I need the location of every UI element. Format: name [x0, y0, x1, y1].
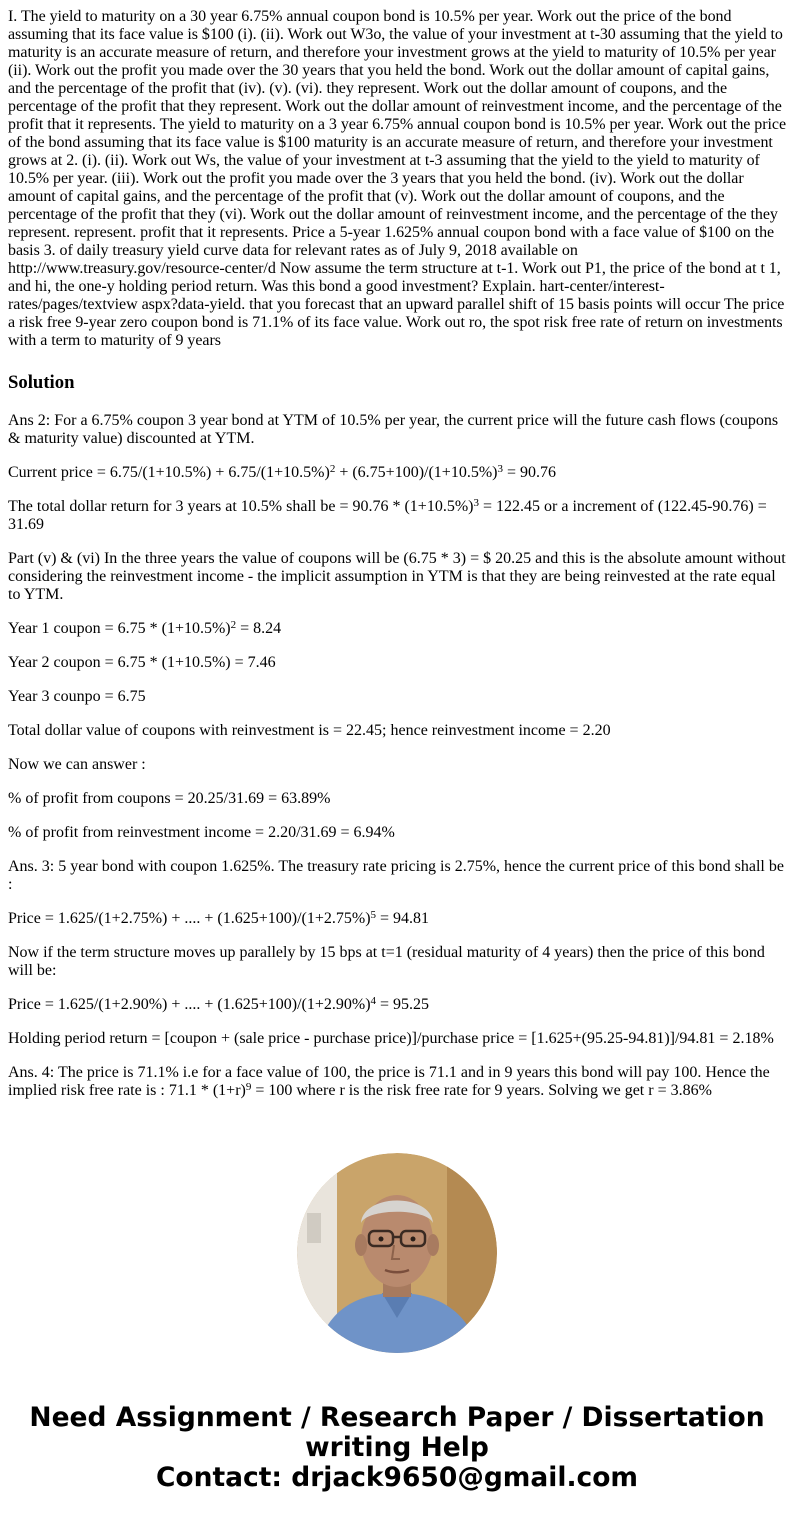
exponent: 2	[329, 463, 336, 475]
current-price-formula	[8, 464, 787, 482]
formula-text: = 90.76	[502, 464, 556, 481]
formula-text: Current price = 6.75/(1+10.5%) + 6.75/(1+10.5%)	[8, 464, 330, 481]
promo-line-2: writing Help	[305, 1432, 489, 1463]
exponent: 5	[370, 909, 377, 921]
formula-text: = 8.24	[236, 620, 282, 637]
term-shift-text: Now if the term structure moves up parallely by 15 bps at t=1 (residual maturity of 4 years) then the price of this bond will be:	[8, 944, 765, 979]
exponent: 2	[230, 619, 237, 631]
solution-heading: Solution	[8, 372, 75, 393]
formula-text: The total dollar return for 3 years at 10.5% shall be = 90.76 * (1+10.5%)	[8, 498, 474, 515]
promo-contact: Contact: drjack9650@gmail.com	[155, 1462, 639, 1493]
price-5yr-formula	[8, 910, 787, 928]
ans4-text	[8, 1064, 787, 1100]
price-4yr-formula	[8, 996, 787, 1014]
question-text: I. The yield to maturity on a 30 year 6.75% annual coupon bond is 10.5% per year. Work out the price of the bond assuming that its face value is $100 (i). (ii). Work out W3o, the value of your investment at t-30 assuming that the yield to maturity is an accurate measure of return, and therefore your investment grows at the yield to maturity of 10.5% per year (ii). Work out the profit you made over the 30 years that you held the bond. Work out the dollar amount of capital gains, and the percentage of the profit that (iv). (v). (vi). they represent. Work out the dollar amount of coupons, and the percentage of the profit that they represent. Work out the dollar amount of reinvestment income, and the percentage of the profit that it represents. The yield to maturity on a 3 year 6.75% annual coupon bond is 10.5% per year. Work out the price of the bond assuming that its face value is $100 maturity is an accurate measure of return, and therefore your investment grows at 2. (i). (ii). Work out Ws, the value of your investment at t-3 assuming that the yield to the yield to maturity of 10.5% per year. (iii). Work out the profit you made over the 3 years that you held the bond. (iv). Work out the dollar amount of capital gains, and the percentage of the profit that (v). Work out the dollar amount of coupons, and the percentage of the profit that they (vi). Work out the dollar amount of reinvestment income, and the percentage of the they represent. represent. profit that it represents. Price a 5-year 1.625% annual coupon bond with a face value of $100 on the basis 3. of daily treasury yield curve data for relevant rates as of July 9, 2018 available on http://www.treasury.gov/resource-center/d Now assume the term structure at t-1. Work out P1, the price of the bond at t 1, and hi, the one-y holding period return. Was this bond a good investment? Explain. hart-center/interest-rates/pages/textview aspx?data-yield. that you forecast that an upward parallel shift of 15 basis points will occur The price a risk free 9-year zero coupon bond is 71.1% of its face value. Work out ro, the spot risk free rate of return on investments with a term to maturity of 9 years	[8, 8, 786, 349]
formula-text: = 95.25	[376, 996, 430, 1013]
document-page	[8, 8, 787, 1116]
part-v-vi-text: Part (v) & (vi) In the three years the value of coupons will be (6.75 * 3) = $ 20.25 and this is the absolute amount without considering the reinvestment income - the implicit assumption in YTM is that they are being reinvested at the rate equal to YTM.	[8, 550, 786, 603]
formula-text: Year 1 coupon = 6.75 * (1+10.5%)	[8, 620, 231, 637]
exponent: 9	[245, 1081, 252, 1093]
promo-banner	[0, 1403, 794, 1493]
pct-coupons: % of profit from coupons = 20.25/31.69 = 63.89%	[8, 790, 331, 807]
tutor-photo-icon	[297, 1153, 497, 1353]
total-coupons: Total dollar value of coupons with reinvestment is = 22.45; hence reinvestment income = 2.20	[8, 722, 611, 739]
formula-text: = 94.81	[376, 910, 430, 927]
holding-period-return: Holding period return = [coupon + (sale price - purchase price)]/purchase price = [1.625+(95.25-94.81)]/94.81 = 2.18%	[8, 1030, 774, 1047]
ans2-intro: Ans 2: For a 6.75% coupon 3 year bond at YTM of 10.5% per year, the current price will the future cash flows (coupons & maturity value) discounted at YTM.	[8, 412, 779, 447]
formula-text: Ans. 4: The price is 71.1% i.e for a face value of 100, the price is 71.1 and in 9 years this bond will pay 100. Hence the implied risk free rate is : 71.1 * (1+r)	[8, 1064, 770, 1099]
now-answer: Now we can answer :	[8, 756, 146, 773]
year3-coupon: Year 3 counpo = 6.75	[8, 688, 146, 705]
exponent: 3	[473, 497, 479, 509]
formula-text: Price = 1.625/(1+2.75%) + .... + (1.625+100)/(1+2.75%)	[8, 910, 371, 927]
tutor-avatar	[297, 1153, 497, 1353]
exponent: 4	[370, 995, 377, 1007]
year1-coupon	[8, 620, 787, 638]
year2-coupon: Year 2 coupon = 6.75 * (1+10.5%) = 7.46	[8, 654, 276, 671]
exponent: 3	[497, 463, 503, 475]
formula-text: = 100 where r is the risk free rate for 9 years. Solving we get r = 3.86%	[251, 1082, 712, 1099]
formula-text: Price = 1.625/(1+2.90%) + .... + (1.625+100)/(1+2.90%)	[8, 996, 371, 1013]
total-return-formula	[8, 498, 787, 534]
pct-reinvest: % of profit from reinvestment income = 2.20/31.69 = 6.94%	[8, 824, 395, 841]
formula-text: = 122.45 or a increment of (122.45-90.76) = 31.69	[8, 498, 767, 533]
ans3-intro: Ans. 3: 5 year bond with coupon 1.625%. The treasury rate pricing is 2.75%, hence the current price of this bond shall be :	[8, 858, 784, 893]
formula-text: + (6.75+100)/(1+10.5%)	[335, 464, 498, 481]
promo-line-1: Need Assignment / Research Paper / Dissertation	[29, 1402, 765, 1433]
